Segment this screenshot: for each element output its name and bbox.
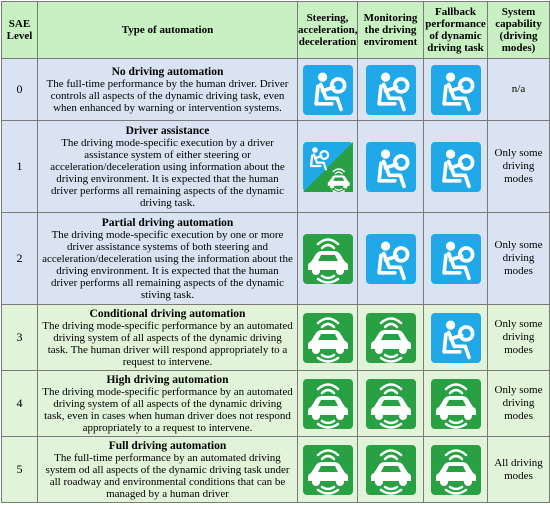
automated-car-icon: [298, 445, 357, 495]
steering-cell: [298, 59, 358, 121]
table-row: [2, 121, 550, 213]
shared-driver-system-icon: [298, 142, 357, 192]
level-number: 4: [2, 371, 38, 437]
level-number: 2: [2, 213, 38, 305]
monitoring-cell: [358, 213, 424, 305]
human-driver-icon: [424, 65, 487, 115]
automation-title: Full driving automation: [108, 439, 227, 452]
fallback-cell: [424, 59, 488, 121]
automation-title: Driver assistance: [125, 124, 210, 137]
monitoring-cell: [358, 121, 424, 213]
steering-cell: [298, 213, 358, 305]
level-number: 5: [2, 437, 38, 503]
automation-description: [38, 305, 298, 371]
automation-title: No driving automation: [111, 65, 224, 78]
sae-levels-table: [1, 1, 550, 503]
human-driver-icon: [358, 142, 423, 192]
automation-title: Partial driving automation: [101, 216, 234, 229]
human-driver-icon: [358, 234, 423, 284]
capability-cell: Only some driving modes: [488, 371, 550, 437]
human-driver-icon: [298, 65, 357, 115]
level-number: 1: [2, 121, 38, 213]
monitoring-cell: [358, 305, 424, 371]
table-row: [2, 437, 550, 503]
human-driver-icon: [424, 142, 487, 192]
table-row: [2, 59, 550, 121]
automation-title: Conditional driving automation: [89, 307, 246, 320]
header-fallback: Fallback performance of dynamic driving task: [424, 2, 488, 59]
steering-cell: [298, 371, 358, 437]
automated-car-icon: [298, 313, 357, 363]
capability-cell: All driving modes: [488, 437, 550, 503]
table-row: [2, 371, 550, 437]
automated-car-icon: [358, 445, 423, 495]
fallback-cell: [424, 121, 488, 213]
automation-text: The driving mode-specific performance by an automated driving system of all aspects of the dynamic driving task, even in cases when human driver does not respond appropriately to a request to intervene.: [42, 385, 293, 434]
header-steering: Steering, acceleration, deceleration: [298, 2, 358, 59]
automated-car-icon: [424, 445, 487, 495]
automated-car-icon: [358, 313, 423, 363]
automated-car-icon: [298, 379, 357, 429]
monitoring-cell: [358, 437, 424, 503]
automation-text: The driving mode-specific execution by one or more driver assistance systems of both steering and acceleration/deceleration using the information about the driving environment. It is expected that the human driver performs all remaining aspects of the dynamic stiving task.: [42, 228, 293, 301]
table-row: [2, 305, 550, 371]
automation-title: High driving automation: [106, 373, 229, 386]
steering-cell: [298, 437, 358, 503]
capability-cell: Only some driving modes: [488, 305, 550, 371]
level-number: 0: [2, 59, 38, 121]
header-type: Type of automation: [38, 2, 298, 59]
automated-car-icon: [298, 234, 357, 284]
monitoring-cell: [358, 59, 424, 121]
fallback-cell: [424, 371, 488, 437]
automation-text: The full-time performance by an automated driving system od all aspects of the dynamic driving task under all roadway and environmental conditions that can be managed by a human driver: [45, 451, 290, 500]
automation-description: [38, 213, 298, 305]
level-number: 3: [2, 305, 38, 371]
header-monitoring: Monitoring the driving enviroment: [358, 2, 424, 59]
capability-cell: n/a: [488, 59, 550, 121]
automation-description: [38, 371, 298, 437]
human-driver-icon: [424, 313, 487, 363]
header-capability: System capability (driving modes): [488, 2, 550, 59]
human-driver-icon: [424, 234, 487, 284]
capability-cell: Only some driving modes: [488, 121, 550, 213]
steering-cell: [298, 305, 358, 371]
table-row: [2, 213, 550, 305]
automation-description: [38, 121, 298, 213]
automation-description: [38, 59, 298, 121]
fallback-cell: [424, 305, 488, 371]
automation-description: [38, 437, 298, 503]
capability-cell: Only some driving modes: [488, 213, 550, 305]
automation-text: The driving mode-specific performance by an automated driving system of all aspects of the dynamic driving task. The human driver will respond appropriately to a request to intervene.: [42, 319, 293, 368]
automated-car-icon: [424, 379, 487, 429]
fallback-cell: [424, 437, 488, 503]
monitoring-cell: [358, 371, 424, 437]
header-row: [2, 2, 550, 59]
automation-text: The driving mode-specific execution by a driver assistance system of either steering or acceleration/deceleration using information about the driving environment. It is expected that the human driver performs all remaining aspects of the dynamic driving task.: [50, 136, 285, 209]
header-level: SAE Level: [2, 2, 38, 59]
automated-car-icon: [358, 379, 423, 429]
fallback-cell: [424, 213, 488, 305]
human-driver-icon: [358, 65, 423, 115]
steering-cell: [298, 121, 358, 213]
automation-text: The full-time performance by the human driver. Driver controls all aspects of the dynamic driving task, even when enhanced by warning or intervention systems.: [46, 77, 289, 114]
